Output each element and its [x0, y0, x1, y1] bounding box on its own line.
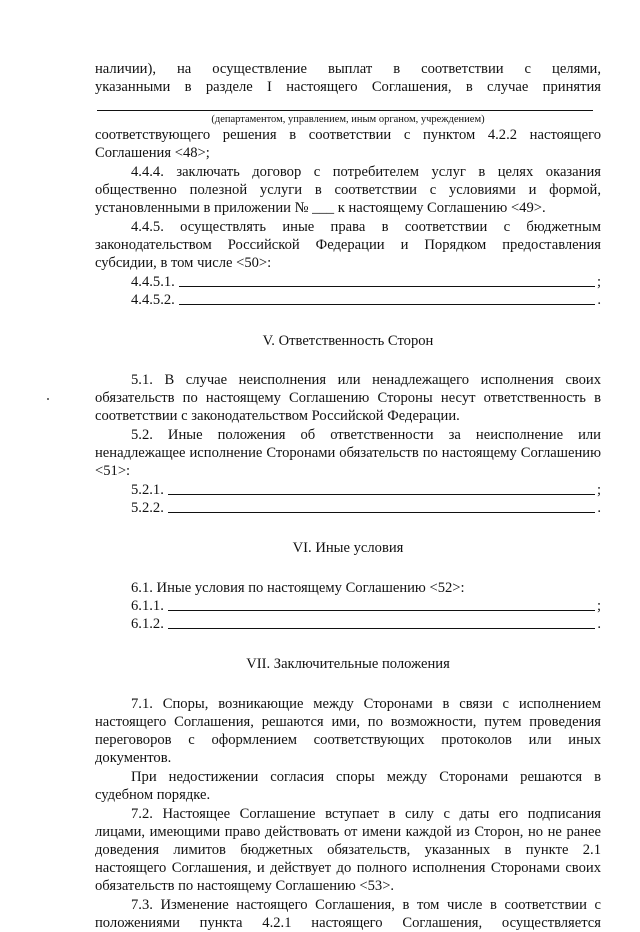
item-end-mark: . — [597, 292, 601, 308]
footnote-caption: (департаментом, управлением, иным органом, учреждением) — [211, 114, 485, 125]
clause-7-3: 7.3. Изменение настоящего Соглашения, в том числе в соответствии с положениями пункта 4.2.1 настоящего Соглашения, осуществляется — [95, 897, 601, 931]
clause-7-2: 7.2. Настоящее Соглашение вступает в силу с даты его подписания лицами, имеющими право действовать от имени каждой из Сторон, но не ранее доведения лимитов бюджетных обязательств, указанных в пункте 2.1 настоящего Соглашения, и действует до полного исполнения Сторонами своих обязательств по настоящему Соглашению <53>. — [95, 806, 601, 894]
item-number: 6.1.2. — [131, 616, 164, 632]
clause-4-4-5: 4.4.5. осуществлять иные права в соответствии с бюджетным законодательством Российской Федерации и Порядком предоставления субсидии, в том числе <50>: — [95, 219, 601, 271]
section-heading: VII. Заключительные положения — [246, 656, 450, 672]
item-end-mark: ; — [596, 274, 601, 290]
blank-item-line — [95, 481, 601, 499]
blank-item-line — [95, 499, 601, 517]
item-end-mark: . — [597, 616, 601, 632]
item-number: 4.4.5.2. — [131, 292, 175, 308]
item-end-mark: ; — [596, 482, 601, 498]
clause-5-2: 5.2. Иные положения об ответственности за неисполнение или ненадлежащее исполнение Сторонами обязательств по настоящему Соглашению <51>: — [95, 427, 601, 479]
item-end-mark: . — [597, 500, 601, 516]
blank-rule — [97, 96, 593, 111]
section-heading: VI. Иные условия — [292, 540, 404, 556]
blank-item-line — [95, 291, 601, 309]
clause-4-4-4: 4.4.4. заключать договор с потребителем услуг в целях оказания общественно полезной услуги в соответствии с условиями и формой, установленными в приложении № ___ к настоящему Соглашению <49>. — [95, 164, 601, 216]
paragraph-line: соответствующего решения в соответствии с пунктом 4.2.2 настоящего — [95, 127, 601, 143]
clause-7-1: 7.1. Споры, возникающие между Сторонами в связи с исполнением настоящего Соглашения, решаются ими, по возможности, путем проведения переговоров с оформлением соответствующих протоколов или иных документов. — [95, 696, 601, 766]
blank-item-line — [95, 273, 601, 291]
document-page — [95, 60, 601, 932]
blank-fill — [168, 494, 595, 495]
item-number: 5.2.1. — [131, 482, 164, 498]
clause-7-1-cont: При недостижении согласия споры между Сторонами решаются в судебном порядке. — [95, 769, 601, 803]
item-number: 5.2.2. — [131, 500, 164, 516]
blank-fill — [168, 610, 595, 611]
blank-fill — [168, 512, 596, 513]
paragraph-line: Соглашения <48>; — [95, 145, 210, 161]
paragraph-line: указанными в разделе I настоящего Соглашения, в случае принятия — [95, 79, 601, 95]
blank-fill — [179, 286, 595, 287]
item-number: 4.4.5.1. — [131, 274, 175, 290]
item-number: 6.1.1. — [131, 598, 164, 614]
scan-speck — [47, 398, 49, 400]
section-heading: V. Ответственность Сторон — [262, 333, 434, 349]
clause-5-1: 5.1. В случае неисполнения или ненадлежащего исполнения своих обязательств по настоящему Соглашению Стороны несут ответственность в соответствии с законодательством Российской Федерации. — [95, 372, 601, 424]
clause-6-1: 6.1. Иные условия по настоящему Соглашению <52>: — [131, 580, 465, 596]
blank-fill — [179, 304, 596, 305]
item-end-mark: ; — [596, 598, 601, 614]
blank-item-line — [95, 615, 601, 633]
blank-item-line — [95, 597, 601, 615]
paragraph-line: наличии), на осуществление выплат в соответствии с целями, — [95, 61, 601, 77]
blank-fill — [168, 628, 596, 629]
